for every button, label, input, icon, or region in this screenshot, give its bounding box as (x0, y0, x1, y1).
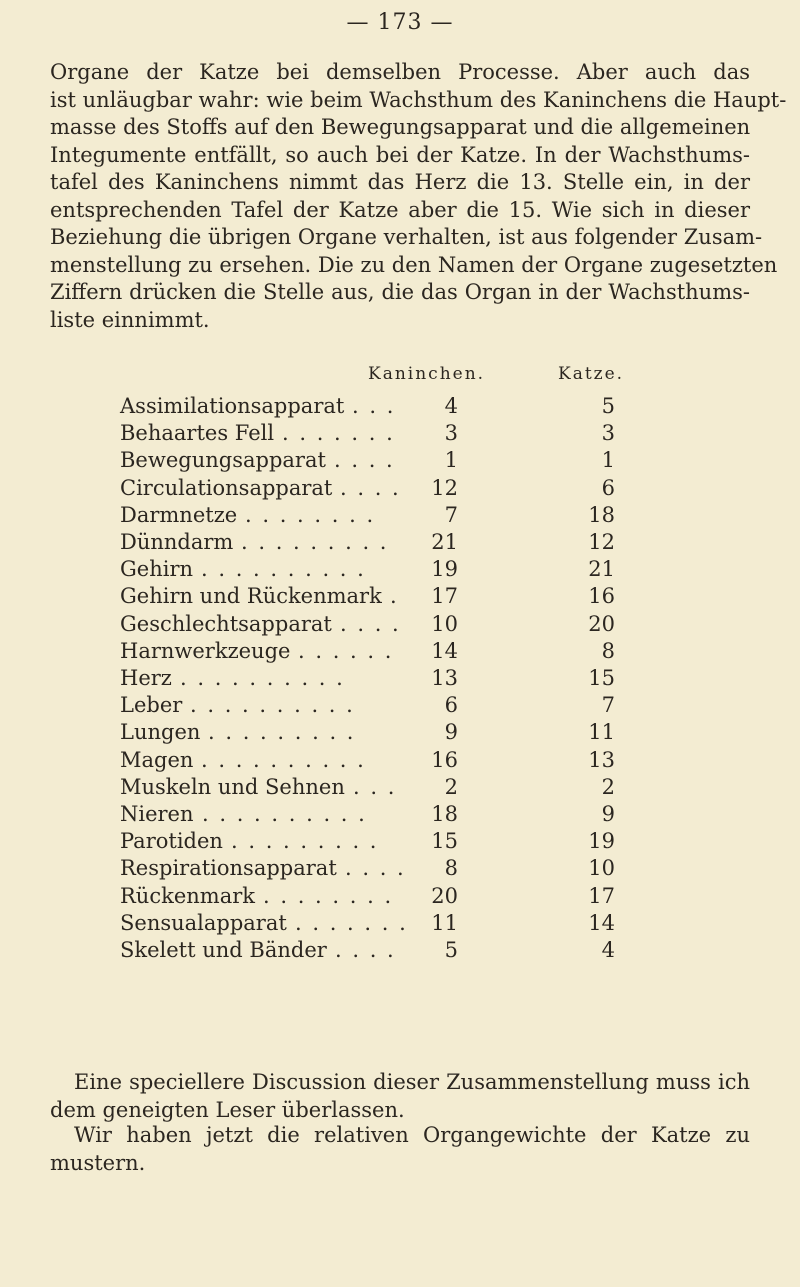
leader-dots: . . . . (345, 856, 406, 881)
organ-name: Muskeln und Sehnen (120, 774, 345, 799)
katze-rank: 20 (588, 611, 615, 636)
text-line: Beziehung die übrigen Organe verhalten, ist aus folgender Zusam- (50, 225, 763, 249)
leader-dots: . . . . (335, 938, 396, 962)
kaninchen-rank: 5 (444, 938, 458, 962)
leader-dots: . . . (352, 394, 396, 418)
katze-rank: 9 (601, 802, 615, 826)
text-line: Integumente entfällt, so auch bei der Katze. In der Wachsthums- (50, 142, 750, 167)
text-line: tafel des Kaninchens nimmt das Herz die 13. Stelle ein, in der (50, 170, 750, 194)
leader-dots: . . . . . . . . . (241, 530, 389, 554)
text-line: dem geneigten Leser überlassen. (50, 1097, 405, 1122)
kaninchen-rank: 14 (431, 638, 458, 663)
discussion-paragraph (50, 1069, 750, 1124)
leader-dots: . . . . (340, 611, 401, 636)
leader-dots: . . . . . . (298, 638, 394, 663)
table-row (120, 748, 680, 775)
organ-name: Sensualapparat (120, 910, 287, 935)
katze-rank: 11 (588, 720, 615, 745)
table-row (120, 775, 680, 802)
kaninchen-rank: 8 (444, 856, 458, 881)
leader-dots: . . . . . . . . . (208, 720, 356, 745)
organ-name: Herz (120, 666, 172, 690)
katze-rank: 6 (601, 475, 615, 500)
table-row (120, 639, 680, 666)
katze-rank: 12 (588, 530, 615, 554)
text-line: mustern. (50, 1150, 146, 1175)
organ-name: Dünndarm (120, 530, 234, 554)
organ-name: Bewegungsapparat (120, 448, 326, 473)
organ-name: Geschlechtsapparat (120, 611, 332, 636)
katze-rank: 14 (588, 910, 615, 935)
table-row (120, 802, 680, 829)
kaninchen-rank: 12 (431, 475, 458, 500)
kaninchen-rank: 4 (444, 394, 458, 418)
organ-name: Darmnetze (120, 502, 238, 527)
kaninchen-rank: 11 (431, 910, 458, 935)
table-row (120, 530, 680, 557)
text-line: Organe der Katze bei demselben Processe. Aber auch das (50, 60, 750, 84)
organ-name: Gehirn (120, 557, 194, 582)
kaninchen-rank: 3 (444, 421, 458, 446)
organ-name: Parotiden (120, 829, 223, 854)
page-number: — 173 — (346, 10, 454, 35)
table-row (120, 829, 680, 856)
kaninchen-rank: 16 (431, 747, 458, 772)
katze-rank: 3 (601, 421, 615, 446)
column-header-kaninchen: Kaninchen. (368, 364, 486, 384)
katze-rank: 18 (588, 502, 615, 527)
text-line: Eine speciellere Discussion dieser Zusammenstellung muss ich (74, 1070, 750, 1094)
organ-name: Magen (120, 747, 194, 772)
katze-rank: 1 (601, 448, 615, 473)
text-line: menstellung zu ersehen. Die zu den Namen der Organe zugesetzten (50, 252, 778, 277)
katze-rank: 15 (588, 666, 615, 690)
text-line: masse des Stoffs auf den Bewegungsapparat und die allgemeinen (50, 115, 751, 139)
katze-rank: 4 (601, 938, 615, 962)
kaninchen-rank: 20 (431, 883, 458, 908)
leader-dots: . . . . . . . . . . (180, 666, 345, 690)
text-line: Ziffern drücken die Stelle aus, die das Organ in der Wachsthums- (50, 280, 750, 304)
leader-dots: . . . . . . . (282, 421, 395, 446)
kaninchen-rank: 2 (444, 774, 458, 799)
kaninchen-rank: 17 (431, 584, 458, 609)
text-line: ist unläugbar wahr: wie beim Wachsthum des Kaninchens die Haupt- (50, 87, 787, 112)
leader-dots: . . . . . . . . . . (201, 557, 366, 582)
organ-name: Circulationsapparat (120, 475, 333, 500)
leader-dots: . . . . . . . . . . (190, 693, 355, 718)
organ-name: Gehirn und Rückenmark (120, 584, 382, 609)
leader-dots: . . . . . . . . (263, 883, 394, 908)
katze-rank: 13 (588, 747, 615, 772)
table-row (120, 666, 680, 693)
kaninchen-rank: 6 (444, 693, 458, 718)
table-row (120, 856, 680, 883)
katze-rank: 10 (588, 856, 615, 881)
leader-dots: . (390, 584, 399, 609)
kaninchen-rank: 19 (431, 557, 458, 582)
katze-rank: 7 (601, 693, 615, 718)
kaninchen-rank: 9 (444, 720, 458, 745)
katze-rank: 21 (588, 557, 615, 582)
table-row (120, 476, 680, 503)
organ-name: Rückenmark (120, 883, 255, 908)
kaninchen-rank: 21 (431, 530, 458, 554)
table-row (120, 693, 680, 720)
katze-rank: 19 (588, 829, 615, 854)
text-line: liste einnimmt. (50, 307, 210, 332)
organ-name: Lungen (120, 720, 201, 745)
kaninchen-rank: 18 (431, 802, 458, 826)
text-line: Wir haben jetzt die relativen Organgewichte der Katze zu (74, 1123, 750, 1147)
table-row (120, 394, 680, 421)
closing-paragraph (50, 1122, 750, 1177)
kaninchen-rank: 1 (444, 448, 458, 473)
table-row (120, 421, 680, 448)
kaninchen-rank: 7 (444, 502, 458, 527)
leader-dots: . . . . (340, 475, 401, 500)
table-row (120, 884, 680, 911)
text-line: entsprechenden Tafel der Katze aber die 15. Wie sich in dieser (50, 197, 750, 222)
leader-dots: . . . . (334, 448, 395, 473)
leader-dots: . . . . . . . . . (231, 829, 379, 854)
kaninchen-rank: 13 (431, 666, 458, 690)
organ-name: Harnwerkzeuge (120, 638, 291, 663)
leader-dots: . . . . . . . . . . (201, 747, 366, 772)
kaninchen-rank: 15 (431, 829, 458, 854)
table-row (120, 448, 680, 475)
organ-name: Assimilationsapparat (120, 394, 345, 418)
column-header-katze: Katze. (558, 364, 625, 384)
organ-name: Respirationsapparat (120, 856, 337, 881)
leader-dots: . . . . . . . . . . (202, 802, 367, 826)
leader-dots: . . . . . . . . (245, 502, 376, 527)
table-row (120, 612, 680, 639)
leader-dots: . . . (353, 774, 397, 799)
organ-name: Leber (120, 693, 183, 718)
katze-rank: 5 (601, 394, 615, 418)
katze-rank: 16 (588, 584, 615, 609)
organ-name: Behaartes Fell (120, 421, 275, 446)
organ-name: Skelett und Bänder (120, 938, 327, 962)
table-row (120, 584, 680, 611)
katze-rank: 8 (601, 638, 615, 663)
table-row (120, 503, 680, 530)
table-row (120, 938, 680, 965)
table-row (120, 720, 680, 747)
organ-name: Nieren (120, 802, 194, 826)
table-row (120, 911, 680, 938)
kaninchen-rank: 10 (431, 611, 458, 636)
table-row (120, 557, 680, 584)
leader-dots: . . . . . . . (295, 910, 408, 935)
katze-rank: 17 (588, 883, 615, 908)
katze-rank: 2 (601, 774, 615, 799)
intro-paragraph (50, 59, 787, 334)
